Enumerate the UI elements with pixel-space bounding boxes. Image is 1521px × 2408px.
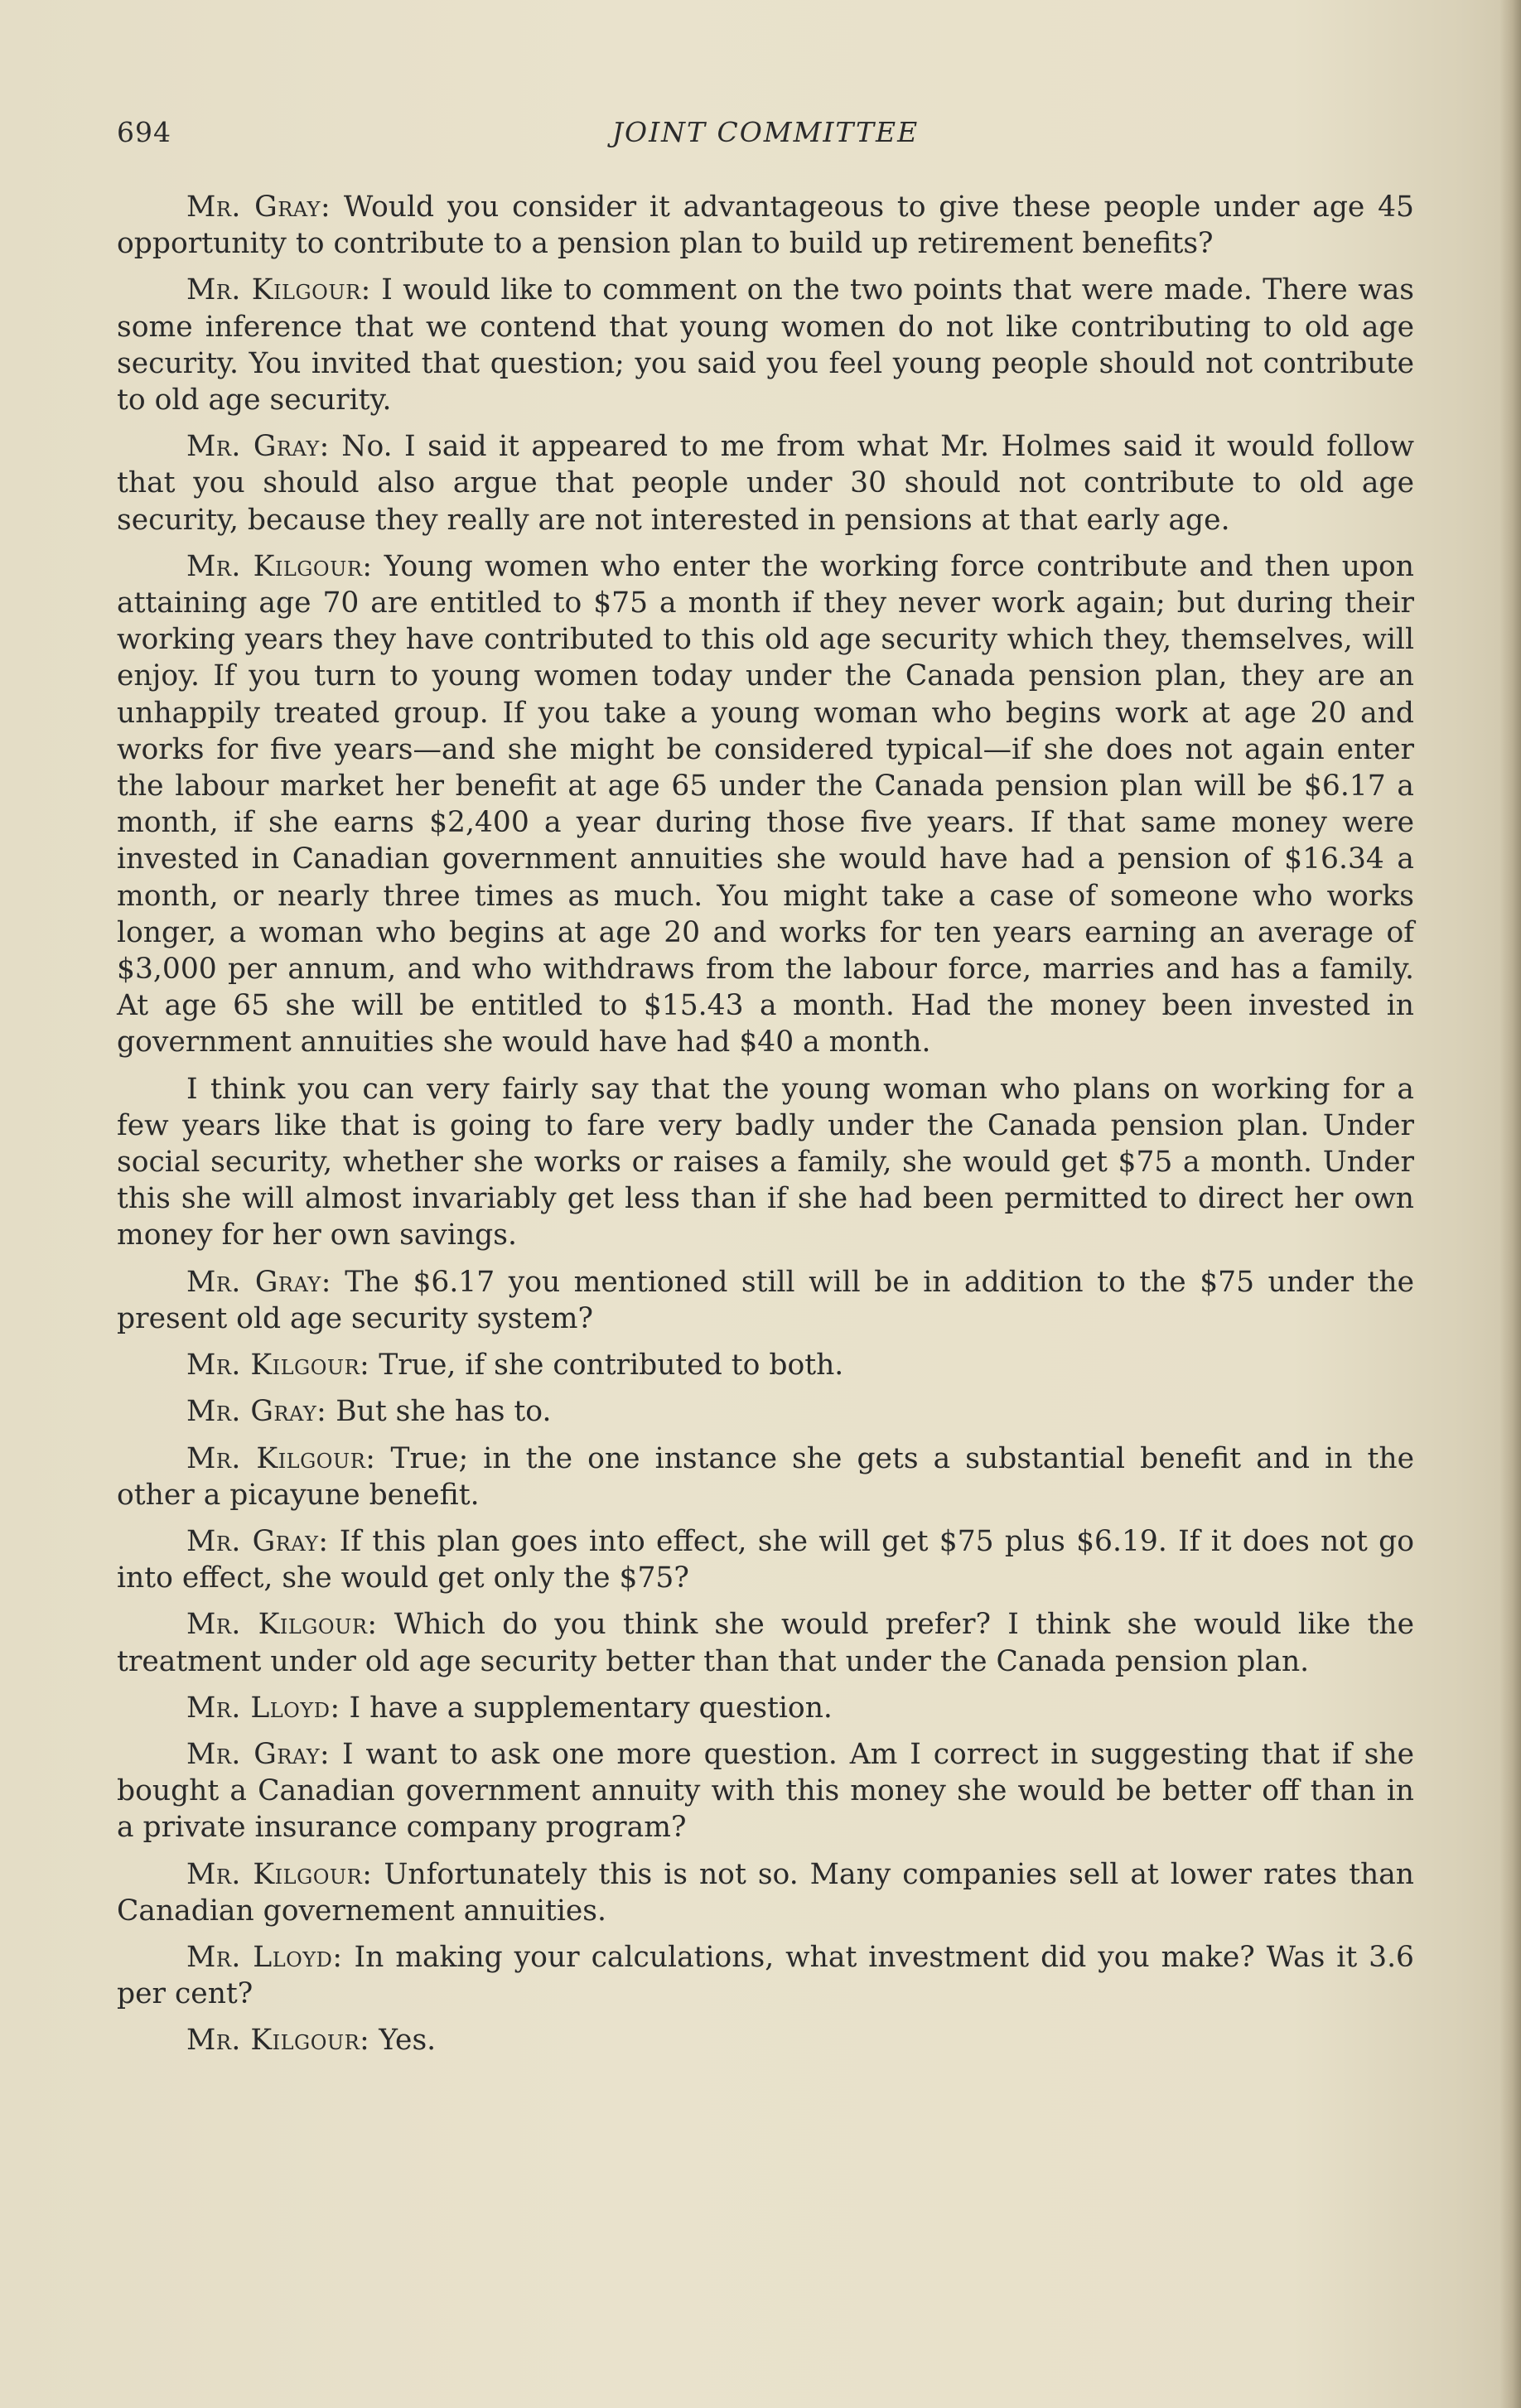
paragraph-text: Yes. xyxy=(369,2024,437,2058)
paragraph xyxy=(117,1606,1414,1679)
paragraph-text: True, if she contributed to both. xyxy=(369,1349,844,1383)
paragraph-text: No. I said it appeared to me from what Mr. Holmes said it would follow that you should also argue that people under 30 should not contribute to old age security, because they really are not interested in pensions at that early age. xyxy=(117,430,1414,537)
paragraph xyxy=(117,1523,1414,1596)
paragraph-text: In making your calculations, what investment did you make? Was it 3.6 per cent? xyxy=(117,1940,1414,2011)
paragraph-text: Young women who enter the working force contribute and then upon attaining age 70 are entitled to $75 a month if they never work again; but during their working years they have contributed to this old age security which they, themselves, will enjoy. If you turn to young women today under the Canada pension plan, they are an unhappily treated group. If you take a young woman who begins work at age 20 and works for five years—and she might be considered typical—if she does not again enter the labour market her benefit at age 65 under the Canada pension plan will be $6.17 a month, if she earns $2,400 a year during those five years. If that same money were invested in Canadian government annuities she would have had a pension of $16.34 a month, or nearly three times as much. You might take a case of someone who works longer, a woman who begins at age 20 and works for ten years earning an average of $3,000 per annum, and who withdraws from the labour force, marries and has a family. At age 65 she will be entitled to $15.43 a month. Had the money been invested in government annuities she would have had $40 a month. xyxy=(117,549,1414,1059)
speaker-label: Mr. Gray: xyxy=(186,1395,327,1429)
paragraph xyxy=(117,1440,1414,1513)
speaker-label: Mr. Gray: xyxy=(186,1737,331,1771)
paragraph xyxy=(117,272,1414,418)
speaker-label: Mr. Gray: xyxy=(186,191,331,224)
speaker-label: Mr. Gray: xyxy=(186,1265,331,1299)
speaker-label: Mr. Kilgour: xyxy=(186,1349,370,1383)
speaker-label: Mr. Kilgour: xyxy=(186,1608,378,1642)
paragraph-text: I want to ask one more question. Am I correct in suggesting that if she bought a Canadian government annuity with this money she would be better off than in a private insurance company program? xyxy=(117,1737,1414,1845)
speaker-label: Mr. Gray: xyxy=(186,1524,329,1558)
paragraph xyxy=(117,189,1414,262)
paragraph-text: I think you can very fairly say that the young woman who plans on working for a few years like that is going to fare very badly under the Canada pension plan. Under social security, whether she works or raises a family, she would get $75 a month. Under this she will almost invariably get less than if she had been permitted to direct her own money for her own savings. xyxy=(117,1072,1414,1252)
paragraph-text: I have a supplementary question. xyxy=(340,1691,833,1725)
paragraph xyxy=(117,1347,1414,1383)
paragraph-text: Which do you think she would prefer? I think she would like the treatment under old age security better than that under the Canada pension plan. xyxy=(117,1608,1414,1678)
paragraph xyxy=(117,1393,1414,1430)
speaker-label: Mr. Kilgour: xyxy=(186,1857,373,1891)
page-header xyxy=(117,116,1414,157)
speaker-label: Mr. Lloyd: xyxy=(186,1940,343,1974)
paragraph-text: I would like to comment on the two points that were made. There was some inference that we contend that young women do not like contributing to old age security. You invited that question; you said you feel young people should not contribute to old age security. xyxy=(117,273,1414,417)
paragraph-text: The $6.17 you mentioned still will be in addition to the $75 under the present old age security system? xyxy=(117,1265,1414,1335)
speaker-label: Mr. Lloyd: xyxy=(186,1691,340,1725)
page-edge-shadow xyxy=(1499,0,1521,2408)
paragraph xyxy=(117,1736,1414,1846)
transcript-body xyxy=(117,189,1414,2069)
speaker-label: Mr. Kilgour: xyxy=(186,2024,370,2058)
paragraph xyxy=(117,1264,1414,1337)
page-number: 694 xyxy=(117,116,171,148)
speaker-label: Mr. Kilgour: xyxy=(186,1441,376,1475)
paragraph xyxy=(117,1856,1414,1929)
paragraph-text: If this plan goes into effect, she will get $75 plus $6.19. If it does not go into effect, she would get only the $75? xyxy=(117,1524,1414,1595)
paragraph-text: Unfortunately this is not so. Many companies sell at lower rates than Canadian governement annuities. xyxy=(117,1857,1414,1928)
speaker-label: Mr. Gray: xyxy=(186,430,330,464)
running-head: JOINT COMMITTEE xyxy=(611,116,920,148)
paragraph xyxy=(117,1690,1414,1726)
paragraph-text: True; in the one instance she gets a substantial benefit and in the other a picayune benefit. xyxy=(117,1441,1414,1512)
speaker-label: Mr. Kilgour: xyxy=(186,273,371,307)
speaker-label: Mr. Kilgour: xyxy=(186,549,373,583)
paragraph xyxy=(117,428,1414,538)
paragraph xyxy=(117,2022,1414,2058)
paragraph xyxy=(117,1939,1414,2012)
paragraph xyxy=(117,1071,1414,1254)
paragraph-text: But she has to. xyxy=(326,1395,552,1429)
paragraph-text: Would you consider it advantageous to give these people under age 45 opportunity to contribute to a pension plan to build up retirement benefits? xyxy=(117,191,1414,261)
paragraph xyxy=(117,548,1414,1061)
